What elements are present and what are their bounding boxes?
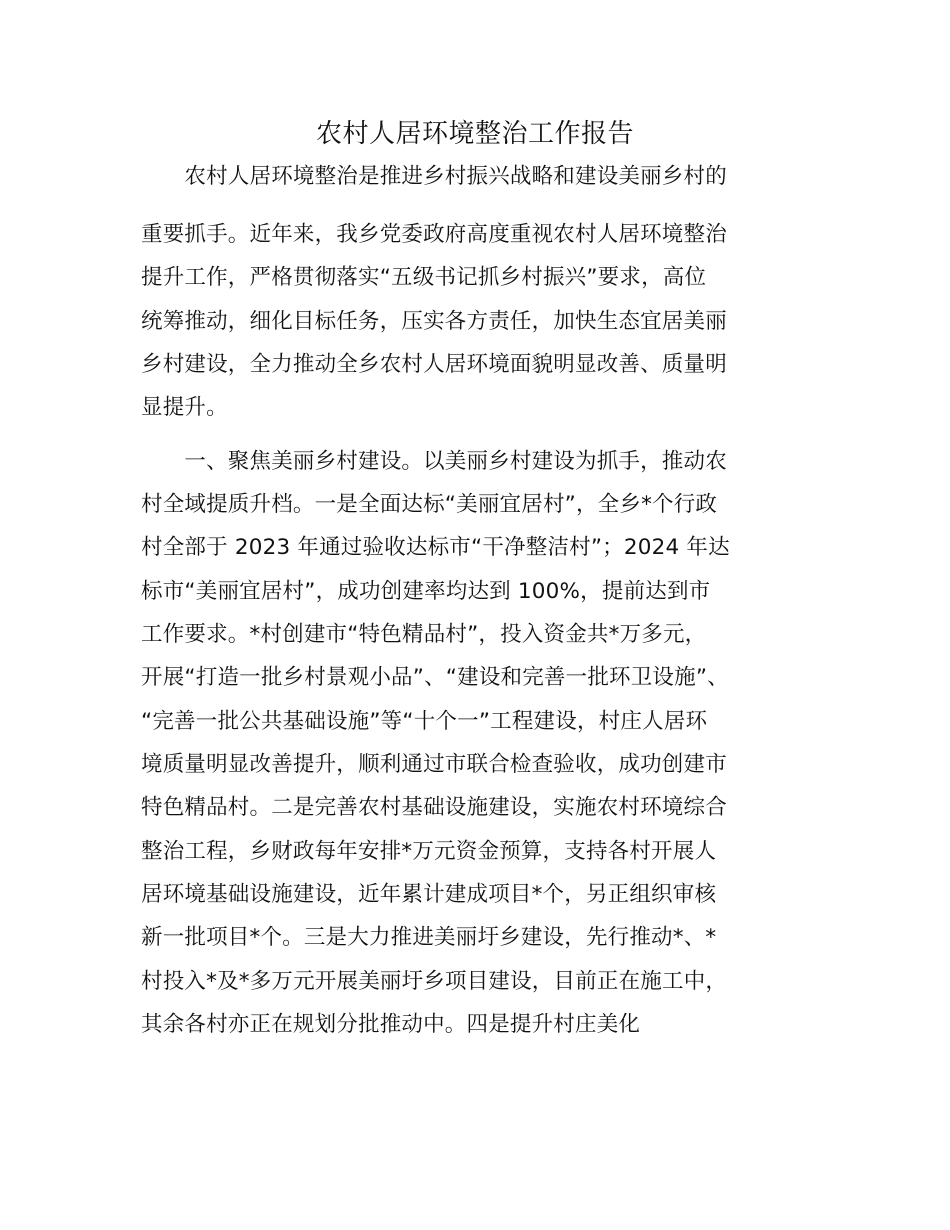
text-line: 显提升。: [141, 395, 228, 420]
text-line: 农村人居环境整治是推进乡村振兴战略和建设美丽乡村的: [141, 164, 727, 189]
text-line: 新一批项目*个。三是大力推进美丽圩乡建设，先行推动*、*: [141, 925, 717, 950]
text-line: 居环境基础设施建设，近年累计建成项目*个，另正组织审核: [141, 882, 717, 907]
text-line: 一、聚焦美丽乡村建设。以美丽乡村建设为抓手，推动农: [141, 449, 727, 474]
text-line: 村投入*及*多万元开展美丽圩乡项目建设，目前正在施工中，: [141, 969, 728, 994]
text-line: “完善一批公共基础设施”等“十个一”工程建设，村庄人居环: [141, 709, 708, 734]
text-line: 整治工程，乡财政每年安排*万元资金预算，支持各村开展人: [141, 839, 717, 864]
text-line: 统筹推动，细化目标任务，压实各方责任，加快生态宜居美丽: [141, 309, 727, 334]
text-line: 工作要求。*村创建市“特色精品村”，投入资金共*万多元，: [141, 622, 707, 647]
document-title: 农村人居环境整治工作报告: [315, 119, 634, 149]
text-line: 其余各村亦正在规划分批推动中。四是提升村庄美化: [141, 1012, 641, 1037]
text-line: 村全域提质升档。一是全面达标“美丽宜居村”，全乡*个行政: [141, 492, 718, 517]
text-line: 标市“美丽宜居村”，成功创建率均达到 100%，提前达到市: [141, 579, 711, 604]
text-line: 提升工作，严格贯彻落实“五级书记抓乡村振兴”要求，高位: [141, 265, 707, 290]
text-line: 村全部于 2023 年通过验收达标市“干净整洁村”；2024 年达: [141, 535, 730, 560]
text-line: 开展“打造一批乡村景观小品”、“建设和完善一批环卫设施”、: [141, 665, 729, 690]
text-line: 重要抓手。近年来，我乡党委政府高度重视农村人居环境整治: [141, 222, 727, 247]
text-line: 乡村建设，全力推动全乡农村人居环境面貌明显改善、质量明: [141, 352, 727, 377]
text-line: 特色精品村。二是完善农村基础设施建设，实施农村环境综合: [141, 795, 727, 820]
text-line: 境质量明显改善提升，顺利通过市联合检查验收，成功创建市: [141, 752, 727, 777]
